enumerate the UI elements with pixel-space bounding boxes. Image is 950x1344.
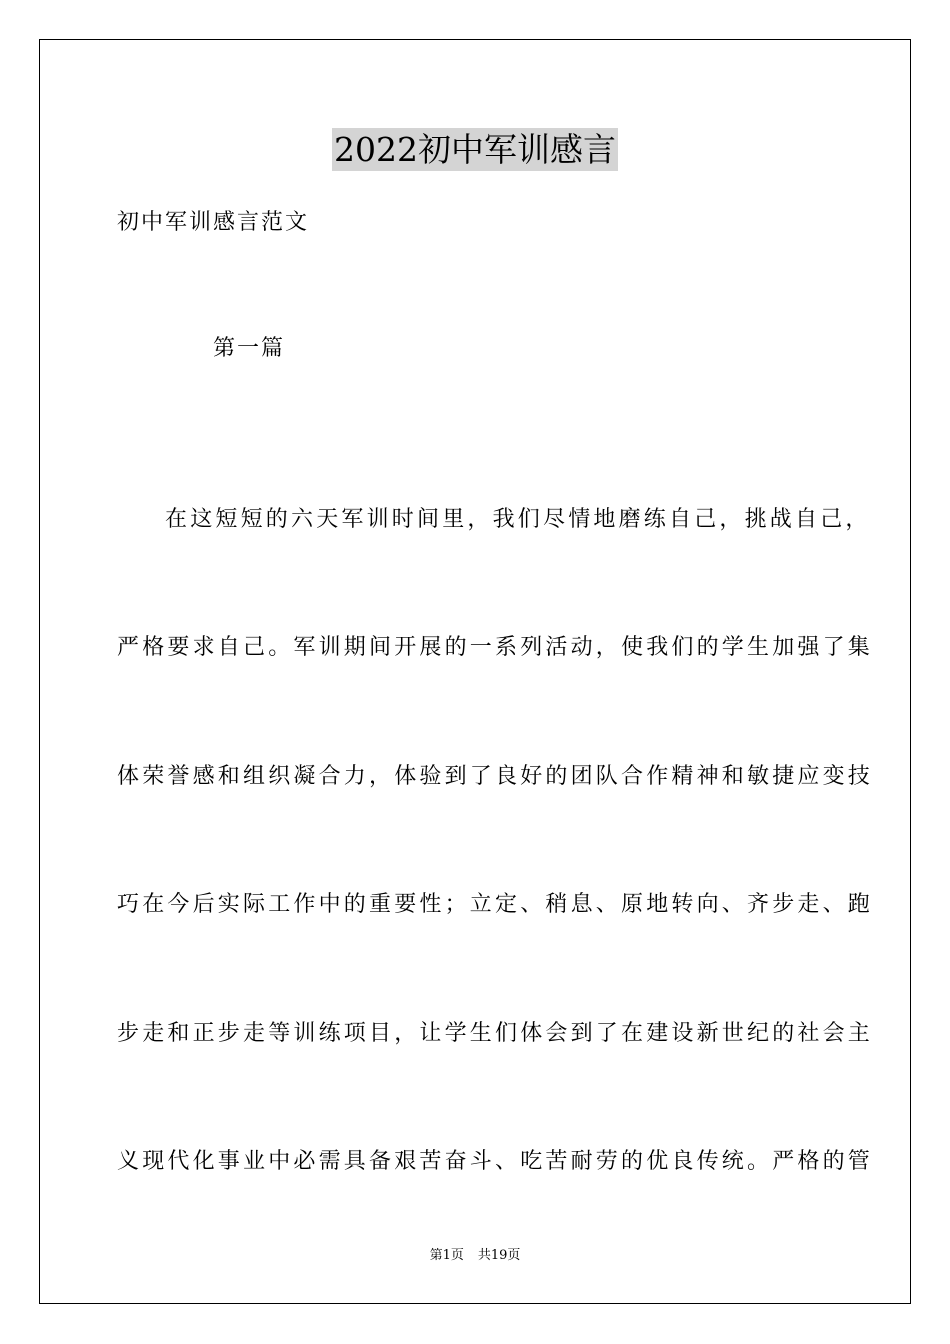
body-line: 严格要求自己。军训期间开展的一系列活动，使我们的学生加强了集 xyxy=(117,635,874,661)
body-line: 在这短短的六天军训时间里，我们尽情地磨练自己，挑战自己， xyxy=(165,507,871,532)
body-line: 巧在今后实际工作中的重要性；立定、稍息、原地转向、齐步走、跑 xyxy=(117,892,874,918)
document-subtitle: 初中军训感言范文 xyxy=(117,210,310,235)
body-line: 步走和正步走等训练项目，让学生们体会到了在建设新世纪的社会主 xyxy=(117,1020,874,1046)
total-pages: 共19页 xyxy=(477,1248,521,1263)
document-title-text: 2022初中军训感言 xyxy=(334,130,616,169)
document-title xyxy=(0,128,950,172)
page-footer xyxy=(0,1247,950,1265)
section-heading: 第一篇 xyxy=(213,336,286,361)
body-paragraph xyxy=(117,456,874,1226)
page-number: 第1页 xyxy=(429,1248,464,1263)
body-line: 体荣誉感和组织凝合力，体验到了良好的团队合作精神和敏捷应变技 xyxy=(117,763,874,789)
body-line: 义现代化事业中必需具备艰苦奋斗、吃苦耐劳的优良传统。严格的管 xyxy=(117,1149,874,1175)
